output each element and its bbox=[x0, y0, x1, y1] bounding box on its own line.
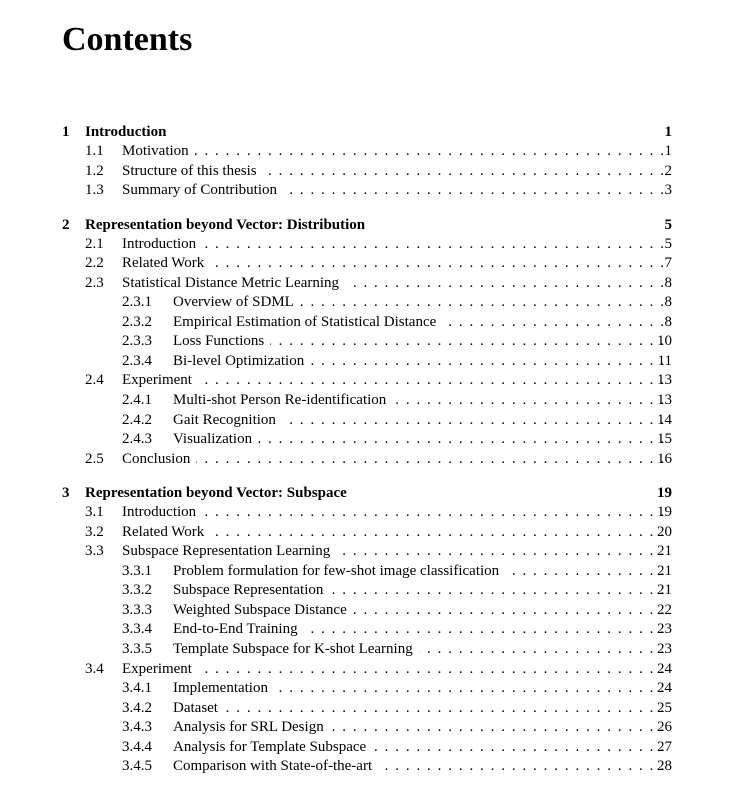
subsection-title: Implementation bbox=[173, 680, 268, 697]
toc-chapter bbox=[0, 215, 756, 470]
dot-leader bbox=[211, 523, 664, 543]
subsection-number: 2.4.1 bbox=[122, 392, 152, 409]
subsection-number: 2.3.1 bbox=[122, 294, 152, 311]
dot-leader bbox=[372, 738, 664, 758]
section-title: Related Work bbox=[122, 255, 205, 272]
page-number: 5 bbox=[664, 216, 672, 233]
page-number: 7 bbox=[664, 255, 672, 272]
section-number: 3.2 bbox=[85, 523, 104, 540]
dot-leader bbox=[353, 601, 664, 621]
toc-subsection-entry[interactable] bbox=[0, 352, 756, 372]
subsection-title: Loss Functions bbox=[173, 333, 265, 350]
page-number: 8 bbox=[664, 313, 672, 330]
page-number: 15 bbox=[657, 431, 672, 448]
subsection-number: 3.4.3 bbox=[122, 719, 152, 736]
dot-leader bbox=[419, 640, 664, 660]
page-number: 3 bbox=[664, 182, 672, 199]
page-number: 22 bbox=[657, 601, 672, 618]
section-title: Introduction bbox=[122, 235, 197, 252]
page-number: 27 bbox=[657, 738, 672, 755]
page-number: 26 bbox=[657, 719, 672, 736]
dot-leader bbox=[198, 371, 664, 391]
section-title: Subspace Representation Learning bbox=[122, 543, 331, 560]
page-number: 20 bbox=[657, 523, 672, 540]
toc-subsection-entry[interactable] bbox=[0, 293, 756, 313]
dot-leader bbox=[310, 352, 664, 372]
toc-subsection-entry[interactable] bbox=[0, 562, 756, 582]
page-number: 2 bbox=[664, 162, 672, 179]
subsection-title: Bi-level Optimization bbox=[173, 352, 305, 369]
dot-leader bbox=[202, 503, 664, 523]
toc-section-entry[interactable] bbox=[0, 274, 756, 294]
subsection-title: Dataset bbox=[173, 699, 218, 716]
dot-leader bbox=[282, 411, 664, 431]
toc-subsection-entry[interactable] bbox=[0, 581, 756, 601]
toc-section-entry[interactable] bbox=[0, 235, 756, 255]
toc-subsection-entry[interactable] bbox=[0, 313, 756, 333]
section-number: 2.1 bbox=[85, 235, 104, 252]
section-number: 1.2 bbox=[85, 162, 104, 179]
subsection-number: 2.3.3 bbox=[122, 333, 152, 350]
toc-subsection-entry[interactable] bbox=[0, 738, 756, 758]
chapter-title: Introduction bbox=[85, 124, 167, 140]
dot-leader bbox=[442, 313, 664, 333]
toc-chapter bbox=[0, 122, 756, 201]
page-number: 1 bbox=[664, 143, 672, 159]
toc-section-entry[interactable] bbox=[0, 660, 756, 680]
toc-subsection-entry[interactable] bbox=[0, 620, 756, 640]
page-number: 13 bbox=[657, 372, 672, 389]
toc-chapter-entry[interactable] bbox=[0, 122, 756, 142]
section-number: 3.4 bbox=[85, 660, 104, 677]
chapter-number: 2 bbox=[62, 216, 70, 233]
section-title: Statistical Distance Metric Learning bbox=[122, 274, 340, 291]
subsection-title: Analysis for Template Subspace bbox=[173, 738, 367, 755]
toc-section-entry[interactable] bbox=[0, 254, 756, 274]
subsection-title: Problem formulation for few-shot image classification bbox=[173, 562, 500, 579]
dot-leader bbox=[505, 562, 664, 582]
dot-leader bbox=[392, 391, 664, 411]
page-number: 25 bbox=[657, 699, 672, 716]
subsection-title: Empirical Estimation of Statistical Distance bbox=[173, 313, 437, 330]
toc-subsection-entry[interactable] bbox=[0, 391, 756, 411]
dot-leader bbox=[274, 679, 664, 699]
toc-chapter bbox=[0, 483, 756, 777]
dot-leader bbox=[300, 293, 664, 313]
toc-subsection-entry[interactable] bbox=[0, 601, 756, 621]
dot-leader bbox=[345, 274, 664, 294]
section-number: 3.3 bbox=[85, 543, 104, 560]
subsection-number: 2.4.2 bbox=[122, 411, 152, 428]
toc-section-entry[interactable] bbox=[0, 142, 756, 162]
subsection-title: Template Subspace for K-shot Learning bbox=[173, 641, 413, 658]
page-title: Contents bbox=[62, 21, 193, 58]
page-number: 21 bbox=[657, 543, 672, 560]
subsection-number: 3.3.5 bbox=[122, 641, 152, 658]
toc-subsection-entry[interactable] bbox=[0, 640, 756, 660]
dot-leader bbox=[211, 254, 664, 274]
section-number: 3.1 bbox=[85, 504, 104, 521]
dot-leader bbox=[224, 699, 664, 719]
dot-leader bbox=[378, 757, 664, 777]
page-number: 13 bbox=[657, 392, 672, 409]
subsection-number: 3.4.5 bbox=[122, 758, 152, 775]
dot-leader bbox=[195, 142, 664, 162]
dot-leader bbox=[283, 181, 664, 201]
chapter-title: Representation beyond Vector: Distribution bbox=[85, 216, 366, 233]
page-number: 1 bbox=[664, 124, 672, 140]
page-number: 8 bbox=[664, 294, 672, 311]
subsection-number: 2.4.3 bbox=[122, 431, 152, 448]
section-title: Experiment bbox=[122, 372, 192, 389]
subsection-number: 3.3.1 bbox=[122, 562, 152, 579]
page-number: 19 bbox=[657, 504, 672, 521]
section-title: Experiment bbox=[122, 660, 192, 677]
dot-leader bbox=[202, 235, 664, 255]
section-number: 2.4 bbox=[85, 372, 104, 389]
toc-chapter-entry[interactable] bbox=[0, 483, 756, 503]
subsection-number: 2.3.2 bbox=[122, 313, 152, 330]
chapter-number: 3 bbox=[62, 485, 70, 502]
page-number: 21 bbox=[657, 582, 672, 599]
section-title: Motivation bbox=[122, 143, 189, 159]
section-number: 1.3 bbox=[85, 182, 104, 199]
subsection-number: 3.3.3 bbox=[122, 601, 152, 618]
page-number: 11 bbox=[657, 352, 672, 369]
subsection-title: Subspace Representation bbox=[173, 582, 324, 599]
toc-section-entry[interactable] bbox=[0, 503, 756, 523]
toc-subsection-entry[interactable] bbox=[0, 332, 756, 352]
toc-subsection-entry[interactable] bbox=[0, 718, 756, 738]
subsection-title: End-to-End Training bbox=[173, 621, 298, 638]
toc-section-entry[interactable] bbox=[0, 371, 756, 391]
subsection-title: Weighted Subspace Distance bbox=[173, 601, 347, 618]
subsection-number: 2.3.4 bbox=[122, 352, 152, 369]
chapter-number: 1 bbox=[62, 124, 70, 140]
page-number: 23 bbox=[657, 621, 672, 638]
subsection-title: Gait Recognition bbox=[173, 411, 276, 428]
toc-section-entry[interactable] bbox=[0, 450, 756, 470]
subsection-title: Comparison with State-of-the-art bbox=[173, 758, 373, 775]
dot-leader bbox=[196, 450, 664, 470]
dot-leader bbox=[330, 718, 664, 738]
subsection-number: 3.4.4 bbox=[122, 738, 152, 755]
page-number: 19 bbox=[657, 485, 672, 502]
dot-leader bbox=[198, 660, 664, 680]
toc-section-entry[interactable] bbox=[0, 162, 756, 182]
page-number: 8 bbox=[664, 274, 672, 291]
subsection-number: 3.4.2 bbox=[122, 699, 152, 716]
subsection-title: Overview of SDML bbox=[173, 294, 294, 311]
subsection-title: Multi-shot Person Re-identification bbox=[173, 392, 387, 409]
section-title: Conclusion bbox=[122, 450, 191, 467]
page-number: 28 bbox=[657, 758, 672, 775]
page-number: 24 bbox=[657, 660, 672, 677]
toc-chapter-entry[interactable] bbox=[0, 215, 756, 235]
subsection-number: 3.3.4 bbox=[122, 621, 152, 638]
dot-leader bbox=[304, 620, 664, 640]
dot-leader bbox=[258, 430, 664, 450]
dot-leader bbox=[263, 162, 664, 182]
subsection-number: 3.4.1 bbox=[122, 680, 152, 697]
section-number: 2.5 bbox=[85, 450, 104, 467]
toc-subsection-entry[interactable] bbox=[0, 699, 756, 719]
section-number: 1.1 bbox=[85, 143, 104, 159]
dot-leader bbox=[329, 581, 664, 601]
section-number: 2.3 bbox=[85, 274, 104, 291]
page-number: 14 bbox=[657, 411, 672, 428]
toc-subsection-entry[interactable] bbox=[0, 411, 756, 431]
page-number: 16 bbox=[657, 450, 672, 467]
toc-section-entry[interactable] bbox=[0, 542, 756, 562]
toc-subsection-entry[interactable] bbox=[0, 430, 756, 450]
section-title: Introduction bbox=[122, 504, 197, 521]
section-title: Related Work bbox=[122, 523, 205, 540]
section-title: Structure of this thesis bbox=[122, 162, 257, 179]
chapter-title: Representation beyond Vector: Subspace bbox=[85, 485, 347, 502]
page-number: 23 bbox=[657, 641, 672, 658]
page-number: 10 bbox=[657, 333, 672, 350]
toc-subsection-entry[interactable] bbox=[0, 757, 756, 777]
subsection-title: Analysis for SRL Design bbox=[173, 719, 324, 736]
toc-section-entry[interactable] bbox=[0, 523, 756, 543]
subsection-title: Visualization bbox=[173, 431, 253, 448]
section-title: Summary of Contribution bbox=[122, 182, 277, 199]
subsection-number: 3.3.2 bbox=[122, 582, 152, 599]
dot-leader bbox=[336, 542, 664, 562]
section-number: 2.2 bbox=[85, 255, 104, 272]
page-number: 24 bbox=[657, 680, 672, 697]
toc-subsection-entry[interactable] bbox=[0, 679, 756, 699]
dot-leader bbox=[270, 332, 664, 352]
table-of-contents bbox=[0, 122, 756, 791]
toc-section-entry[interactable] bbox=[0, 181, 756, 201]
page-number: 5 bbox=[664, 235, 672, 252]
page-number: 21 bbox=[657, 562, 672, 579]
